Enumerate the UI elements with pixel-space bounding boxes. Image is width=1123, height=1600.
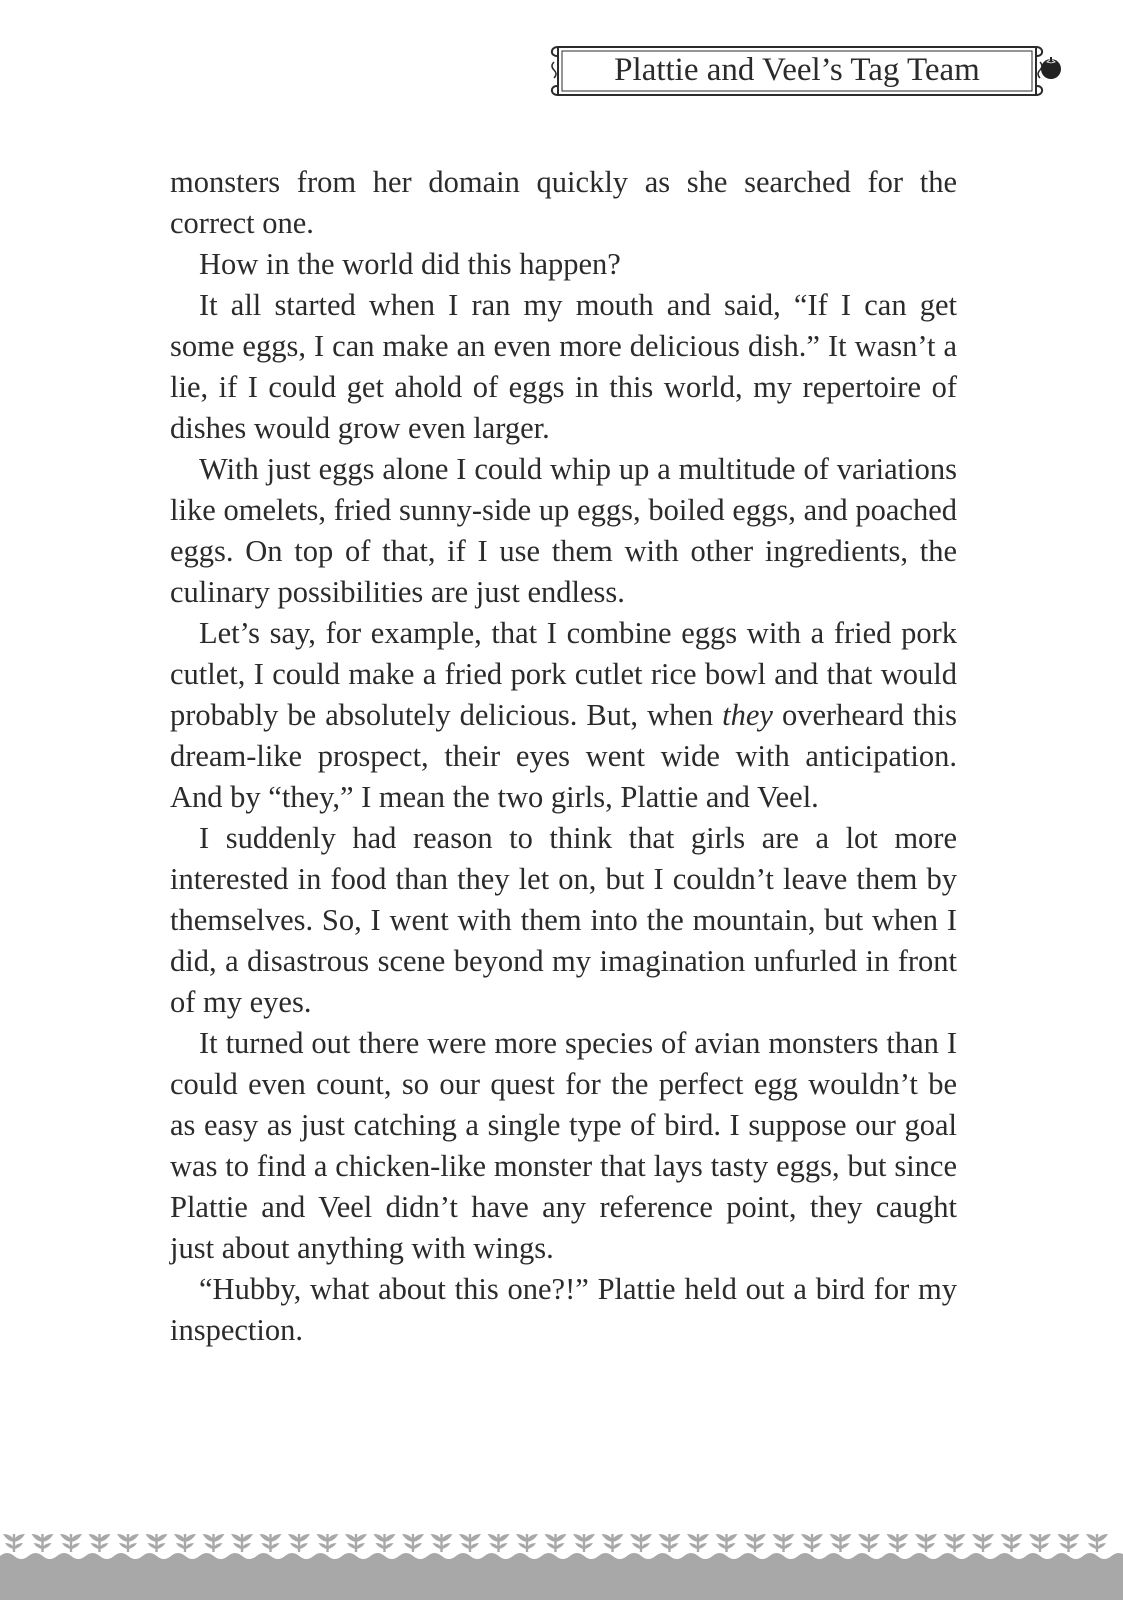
- emphasized-word: they: [722, 698, 773, 732]
- chapter-header: [548, 42, 1046, 100]
- sprout-border-icon: [0, 1516, 1123, 1600]
- paragraph-text: overheard this dream-like prospect, their eyes went wide with anticipation. And by “they,” I mean the two girls, Plattie and Veel.: [170, 698, 957, 814]
- paragraph: It all started when I ran my mouth and said, “If I can get some eggs, I can make an even more delicious dish.” It wasn’t a lie, if I could get ahold of eggs in this world, my repertoire of dishes would grow even larger.: [170, 288, 957, 445]
- paragraph: I suddenly had reason to think that girls are a lot more interested in food than they let on, but I couldn’t leave them by themselves. So, I went with them into the mountain, but when I did, a disastrous scene beyond my imagination unfurled in front of my eyes.: [170, 821, 957, 1019]
- page-body: [170, 162, 957, 1351]
- paragraph: monsters from her domain quickly as she searched for the correct one.: [170, 165, 957, 240]
- chapter-title: Plattie and Veel’s Tag Team: [614, 52, 980, 88]
- paragraph-text: Let’s say, for example, that I combine eggs with a fried pork cutlet, I could make a fried pork cutlet rice bowl and that would probably be absolutely delicious. But, when: [170, 616, 957, 732]
- paragraph: With just eggs alone I could whip up a multitude of variations like omelets, fried sunny-side up eggs, boiled eggs, and poached eggs. On top of that, if I use them with other ingredients, the culinary possibilities are just endless.: [170, 452, 957, 609]
- paragraph: It turned out there were more species of avian monsters than I could even count, so our quest for the perfect egg wouldn’t be as easy as just catching a single type of bird. I suppose our goal was to find a chicken-like monster that lays tasty eggs, but since Plattie and Veel didn’t have any reference point, they caught just about anything with wings.: [170, 1026, 957, 1265]
- paragraph: [170, 613, 957, 818]
- paragraph: “Hubby, what about this one?!” Plattie held out a bird for my inspection.: [170, 1272, 957, 1347]
- tomato-icon: [1038, 54, 1064, 80]
- paragraph: How in the world did this happen?: [199, 247, 621, 281]
